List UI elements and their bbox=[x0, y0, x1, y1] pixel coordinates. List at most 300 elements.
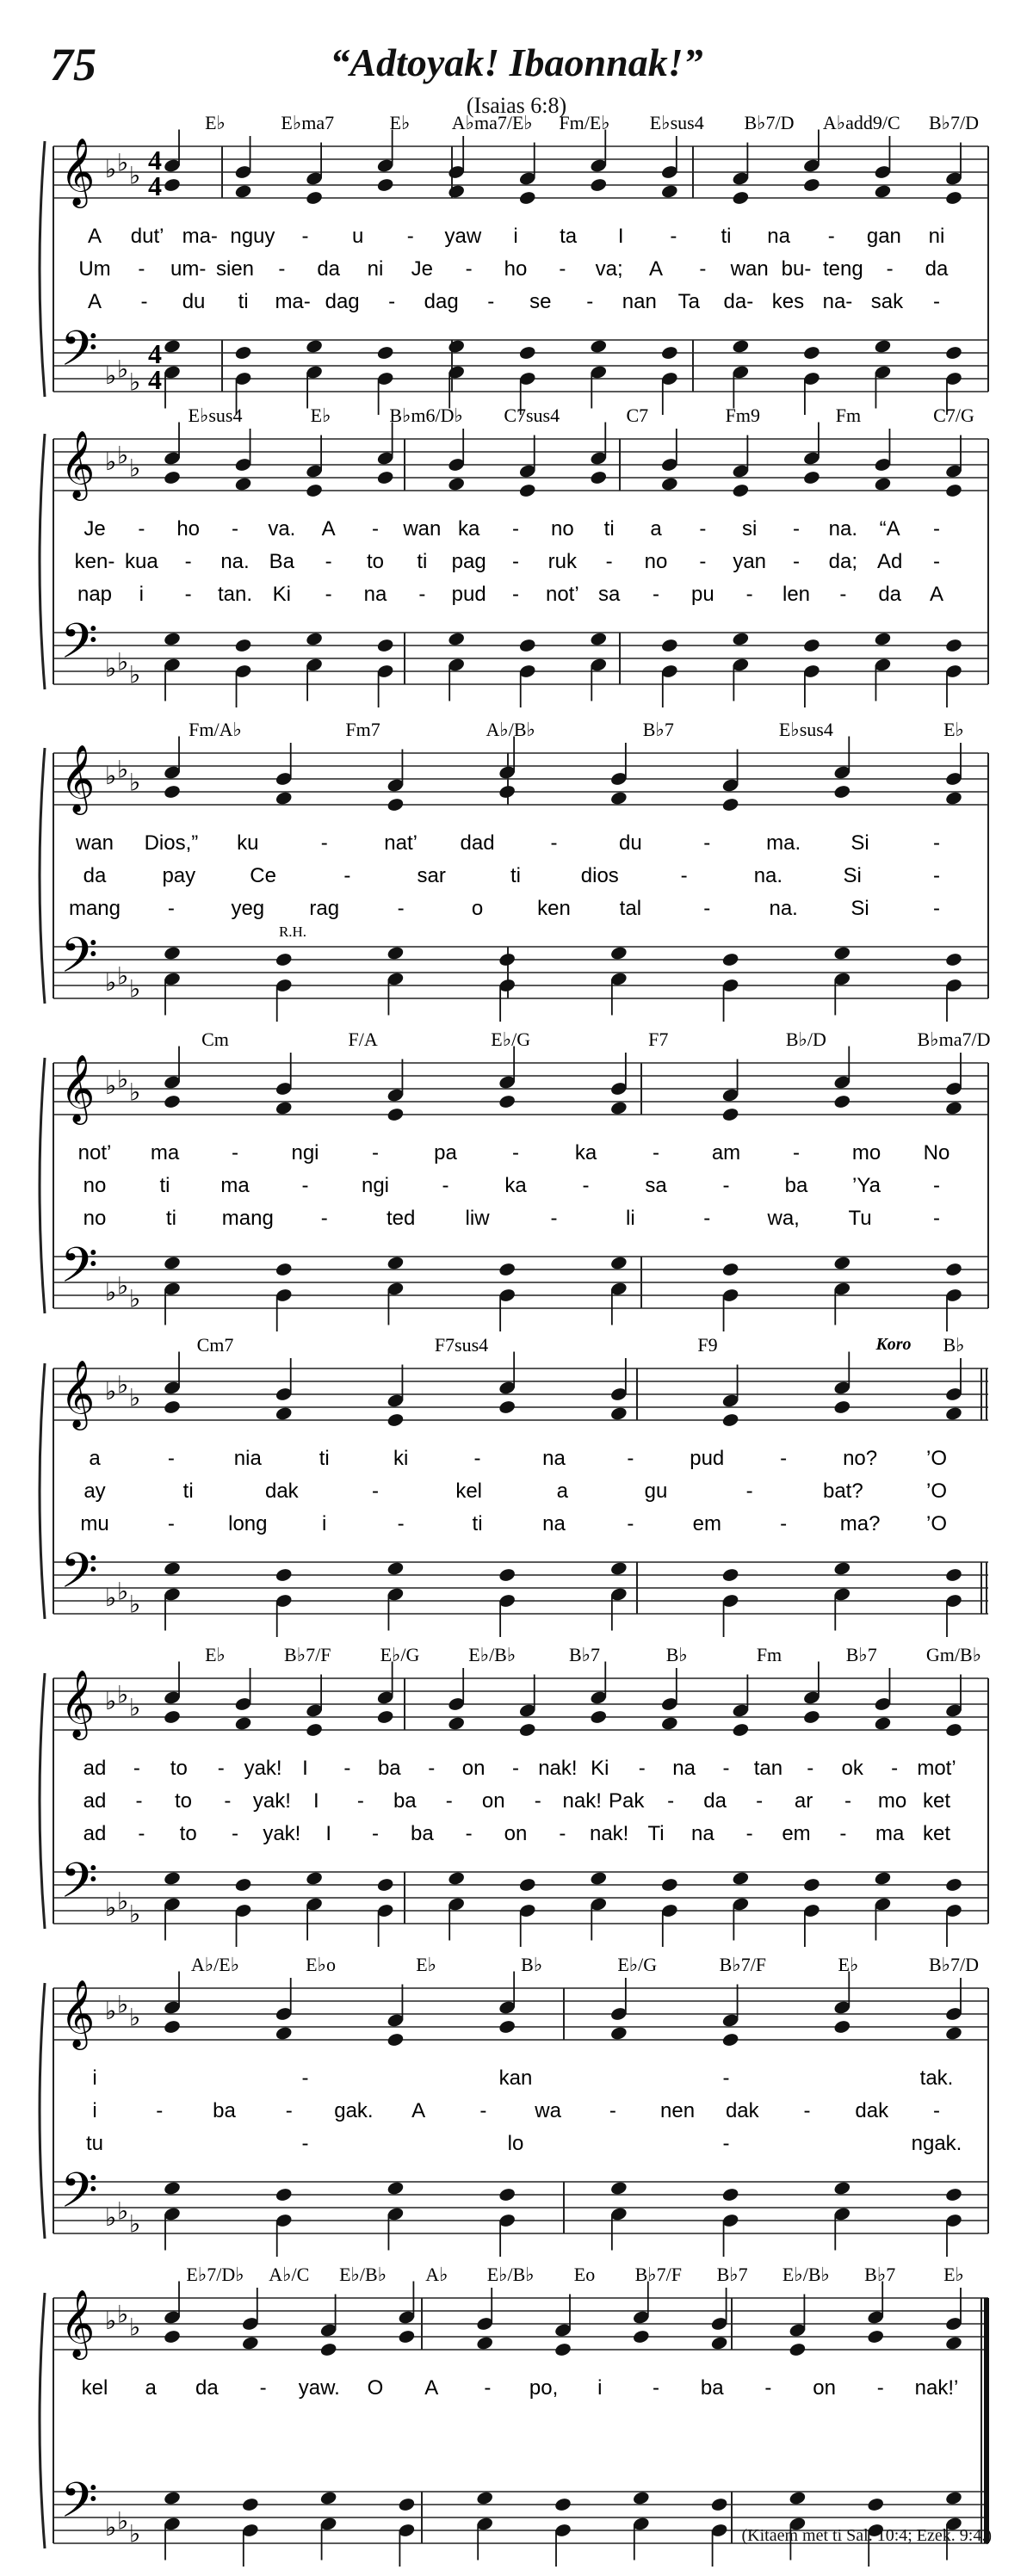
lyric-syllable: - bbox=[793, 1141, 800, 1164]
lyric-syllable: na bbox=[767, 225, 790, 248]
treble-note-head bbox=[275, 790, 293, 806]
bass-note-head bbox=[163, 945, 181, 961]
lyric-syllable: a bbox=[145, 2376, 157, 2400]
key-flat-icon: ♭ bbox=[105, 2203, 117, 2232]
lyric-syllable: du bbox=[619, 831, 642, 855]
treble-note-head bbox=[234, 183, 252, 199]
treble-note-head bbox=[498, 784, 516, 800]
lyric-syllable: to bbox=[366, 550, 385, 573]
lyric-syllable: i bbox=[597, 2376, 603, 2400]
lyric-syllable: mang bbox=[68, 897, 121, 920]
right-hand-annotation: R.H. bbox=[278, 924, 307, 940]
bass-clef-icon: 𝄢 bbox=[60, 928, 98, 996]
chord-symbol: A♭/E♭ bbox=[190, 1954, 240, 1975]
key-flat-icon: ♭ bbox=[105, 2513, 117, 2542]
lyric-syllable: Ki bbox=[591, 1757, 609, 1780]
bass-note-head bbox=[518, 345, 536, 361]
lyric-syllable: tal bbox=[619, 897, 642, 920]
bass-note-head bbox=[660, 345, 678, 361]
lyric-syllable: ho bbox=[504, 257, 528, 281]
bass-note-head bbox=[498, 2187, 516, 2202]
lyric-syllable: nan bbox=[622, 290, 657, 313]
lyric-syllable: a bbox=[556, 1480, 569, 1503]
treble-note-head bbox=[163, 784, 181, 800]
lyric-syllable: - bbox=[876, 2376, 884, 2400]
chord-symbol: Fm7 bbox=[345, 719, 380, 740]
lyric-syllable: ma bbox=[220, 1174, 250, 1197]
treble-note-head bbox=[305, 1722, 323, 1738]
lyric-syllable: - bbox=[487, 290, 495, 313]
bass-note-head bbox=[448, 1870, 466, 1886]
lyric-syllable: wan bbox=[730, 257, 769, 281]
key-flat-icon: ♭ bbox=[129, 454, 141, 483]
lyric-syllable: no bbox=[550, 517, 574, 541]
lyric-syllable: Si bbox=[851, 831, 869, 855]
lyric-syllable: no bbox=[83, 1174, 107, 1197]
chord-symbol: B♭m6/D♭ bbox=[389, 405, 463, 426]
lyric-syllable: tak. bbox=[919, 2066, 954, 2090]
lyric-syllable: - bbox=[278, 257, 286, 281]
lyric-syllable: - bbox=[484, 2376, 492, 2400]
chord-symbol: Fm9 bbox=[725, 405, 761, 426]
treble-note-head bbox=[376, 1709, 394, 1725]
lyric-syllable: - bbox=[534, 1789, 541, 1813]
lyric-syllable: ma bbox=[150, 1141, 180, 1164]
lyric-syllable: Je bbox=[84, 517, 106, 541]
bass-note-head bbox=[305, 631, 323, 646]
bass-note-head bbox=[609, 945, 628, 961]
lyric-syllable: tan. bbox=[217, 583, 253, 606]
chord-symbol: Cm bbox=[201, 1029, 229, 1050]
lyric-syllable: len bbox=[782, 583, 811, 606]
lyric-syllable: Dios,” bbox=[144, 831, 199, 855]
lyric-syllable: ay bbox=[84, 1480, 106, 1503]
bass-note-head bbox=[802, 345, 820, 361]
chord-symbol: B♭7 bbox=[568, 1644, 601, 1665]
lyric-syllable: - bbox=[703, 831, 711, 855]
lyric-syllable: na. bbox=[769, 897, 798, 920]
key-flat-icon: ♭ bbox=[105, 762, 117, 790]
bass-note-head bbox=[554, 2497, 572, 2512]
lyric-syllable: yak! bbox=[263, 1822, 301, 1845]
bass-note-head bbox=[944, 952, 962, 967]
chord-symbol: F7sus4 bbox=[434, 1334, 489, 1356]
key-flat-icon: ♭ bbox=[117, 1370, 129, 1399]
treble-note-head bbox=[448, 1715, 466, 1731]
lyric-syllable: nak! bbox=[538, 1757, 578, 1780]
lyric-syllable: Ce bbox=[250, 864, 276, 887]
treble-note-head bbox=[632, 2329, 650, 2344]
bass-note-head bbox=[833, 1255, 851, 1270]
key-flat-icon: ♭ bbox=[105, 2307, 117, 2335]
lyric-syllable: A bbox=[648, 257, 664, 281]
chord-symbol: E♭sus4 bbox=[188, 405, 243, 426]
treble-note-head bbox=[387, 1412, 405, 1428]
lyric-syllable: dak bbox=[264, 1480, 299, 1503]
bass-note-head bbox=[398, 2497, 416, 2512]
lyric-syllable: nen bbox=[660, 2099, 696, 2122]
treble-note-head bbox=[398, 2329, 416, 2344]
key-flat-icon: ♭ bbox=[129, 161, 141, 190]
chord-symbol: F/A bbox=[348, 1029, 378, 1050]
lyric-syllable: i bbox=[513, 225, 518, 248]
chord-symbol: Fm/A♭ bbox=[189, 719, 242, 740]
lyric-syllable: bat? bbox=[822, 1480, 863, 1503]
bass-note-head bbox=[387, 1255, 405, 1270]
lyric-syllable: yak! bbox=[244, 1757, 282, 1780]
bass-clef-icon: 𝄢 bbox=[60, 1853, 98, 1921]
treble-note-head bbox=[609, 2025, 628, 2041]
chord-symbol: B♭ bbox=[521, 1954, 543, 1975]
key-flat-icon: ♭ bbox=[129, 1078, 141, 1107]
treble-note-head bbox=[660, 183, 678, 199]
lyric-syllable: teng bbox=[822, 257, 863, 281]
treble-note-head bbox=[275, 1100, 293, 1115]
lyric-syllable: a bbox=[650, 517, 662, 541]
lyric-syllable: Pak bbox=[609, 1789, 645, 1813]
lyric-syllable: pud bbox=[690, 1447, 725, 1470]
bass-note-head bbox=[305, 338, 323, 354]
bass-note-head bbox=[833, 2180, 851, 2196]
treble-note-head bbox=[789, 2342, 807, 2357]
key-flat-icon: ♭ bbox=[105, 1072, 117, 1100]
treble-note-head bbox=[944, 483, 962, 498]
key-flat-icon: ♭ bbox=[129, 1284, 141, 1313]
lyric-syllable: ket bbox=[922, 1789, 951, 1813]
chord-symbol: Fm bbox=[756, 1644, 782, 1665]
treble-note-head bbox=[163, 1399, 181, 1415]
treble-note-head bbox=[163, 1094, 181, 1109]
chord-symbol: Fm/E♭ bbox=[559, 112, 610, 133]
lyric-syllable: - bbox=[184, 583, 192, 606]
lyric-syllable: to bbox=[179, 1822, 197, 1845]
lyric-syllable: - bbox=[933, 897, 940, 920]
lyric-syllable: em bbox=[782, 1822, 811, 1845]
lyric-syllable: to bbox=[170, 1757, 188, 1780]
lyric-syllable: - bbox=[780, 1447, 788, 1470]
lyric-syllable: on bbox=[813, 2376, 836, 2400]
treble-note-head bbox=[802, 177, 820, 193]
lyric-syllable: - bbox=[703, 897, 711, 920]
bass-note-head bbox=[732, 338, 750, 354]
lyric-syllable: wan bbox=[75, 831, 114, 855]
lyric-syllable: ku bbox=[237, 831, 259, 855]
lyric-syllable: da bbox=[878, 583, 902, 606]
key-flat-icon: ♭ bbox=[117, 755, 129, 784]
chord-symbol: E♭ bbox=[416, 1954, 437, 1975]
lyric-syllable: wan bbox=[403, 517, 442, 541]
lyric-syllable: ba bbox=[393, 1789, 417, 1813]
lyric-syllable: nak!’ bbox=[914, 2376, 959, 2400]
lyric-syllable: - bbox=[138, 517, 145, 541]
lyric-syllable: - bbox=[745, 583, 753, 606]
lyric-syllable: - bbox=[653, 583, 659, 606]
chord-symbol: E♭sus4 bbox=[649, 112, 704, 133]
key-flat-icon: ♭ bbox=[105, 1584, 117, 1612]
chord-symbol: E♭ bbox=[205, 1644, 226, 1665]
lyric-syllable: on bbox=[504, 1822, 528, 1845]
lyric-syllable: ka bbox=[504, 1174, 527, 1197]
lyric-syllable: sa bbox=[645, 1174, 667, 1197]
key-flat-icon: ♭ bbox=[129, 2209, 141, 2239]
lyric-syllable: no bbox=[644, 550, 668, 573]
key-flat-icon: ♭ bbox=[105, 1377, 117, 1405]
treble-note-head bbox=[275, 2025, 293, 2041]
lyric-syllable: - bbox=[325, 583, 332, 606]
lyric-syllable: - bbox=[699, 257, 707, 281]
key-flat-icon: ♭ bbox=[117, 2506, 129, 2536]
lyric-syllable: nat’ bbox=[384, 831, 418, 855]
lyric-syllable: i bbox=[92, 2066, 97, 2090]
treble-note-head bbox=[867, 2329, 885, 2344]
lyric-syllable: - bbox=[418, 583, 426, 606]
bass-note-head bbox=[234, 638, 252, 653]
bass-clef-icon: 𝄢 bbox=[60, 2163, 98, 2231]
lyric-syllable: sar bbox=[417, 864, 446, 887]
lyric-syllable: ken bbox=[537, 897, 571, 920]
treble-clef-icon: 𝄞 bbox=[60, 1360, 96, 1428]
bass-note-head bbox=[590, 631, 608, 646]
lyric-syllable: - bbox=[550, 1207, 558, 1230]
treble-note-head bbox=[721, 1107, 739, 1122]
lyric-syllable: - bbox=[232, 517, 238, 541]
lyric-syllable: - bbox=[653, 2376, 659, 2400]
lyric-syllable: ti bbox=[721, 225, 732, 248]
treble-note-head bbox=[241, 2335, 259, 2351]
treble-note-head bbox=[802, 470, 820, 485]
treble-note-head bbox=[732, 483, 750, 498]
treble-clef-icon: 𝄞 bbox=[60, 2289, 96, 2357]
chord-symbol: B♭ma7/D bbox=[917, 1029, 991, 1050]
treble-note-head bbox=[944, 1722, 962, 1738]
bass-note-head bbox=[944, 2490, 962, 2505]
key-flat-icon: ♭ bbox=[129, 2313, 141, 2342]
chord-symbol: E♭/B♭ bbox=[339, 2264, 387, 2285]
lyric-syllable: dag bbox=[325, 290, 360, 313]
treble-note-head bbox=[518, 190, 536, 206]
chord-symbol: E♭ bbox=[838, 1954, 859, 1975]
system-brace bbox=[40, 141, 45, 397]
key-flat-icon: ♭ bbox=[117, 441, 129, 470]
treble-note-head bbox=[732, 1722, 750, 1738]
key-flat-icon: ♭ bbox=[117, 148, 129, 177]
chord-symbol: F9 bbox=[697, 1334, 718, 1356]
chord-symbol: C7/G bbox=[933, 405, 974, 426]
lyric-syllable: ma. bbox=[766, 831, 801, 855]
key-flat-icon: ♭ bbox=[129, 1900, 141, 1929]
lyric-syllable: mu bbox=[80, 1512, 109, 1535]
treble-note-head bbox=[721, 2032, 739, 2048]
treble-note-head bbox=[163, 177, 181, 193]
lyric-syllable: pud bbox=[451, 583, 486, 606]
treble-note-head bbox=[590, 177, 608, 193]
lyric-syllable: dak bbox=[855, 2099, 889, 2122]
chord-symbol: Eo bbox=[573, 2264, 596, 2285]
bass-note-head bbox=[609, 1560, 628, 1576]
lyric-syllable: po, bbox=[529, 2376, 559, 2400]
lyric-syllable: ti bbox=[319, 1447, 330, 1470]
lyric-syllable: Ad bbox=[876, 550, 903, 573]
key-flat-icon: ♭ bbox=[117, 647, 129, 676]
bass-note-head bbox=[163, 1560, 181, 1576]
treble-note-head bbox=[660, 476, 678, 491]
lyric-syllable: - bbox=[217, 1757, 225, 1780]
treble-note-head bbox=[234, 1715, 252, 1731]
lyric-syllable: - bbox=[343, 864, 351, 887]
treble-clef-icon: 𝄞 bbox=[60, 1054, 96, 1122]
treble-note-head bbox=[163, 470, 181, 485]
lyric-syllable: - bbox=[301, 2132, 309, 2155]
lyric-syllable: - bbox=[301, 2066, 309, 2090]
lyric-syllable: yaw. bbox=[298, 2376, 340, 2400]
lyric-syllable: A bbox=[424, 2376, 439, 2400]
bass-note-head bbox=[944, 638, 962, 653]
lyric-syllable: rag bbox=[309, 897, 340, 920]
lyric-syllable: - bbox=[933, 517, 940, 541]
treble-note-head bbox=[387, 1107, 405, 1122]
lyric-syllable: O bbox=[367, 2376, 384, 2400]
lyric-syllable: pu bbox=[690, 583, 714, 606]
lyric-syllable: - bbox=[756, 1789, 764, 1813]
lyric-syllable: ba bbox=[377, 1757, 401, 1780]
treble-note-head bbox=[319, 2342, 337, 2357]
lyric-syllable: long bbox=[228, 1512, 268, 1535]
lyric-syllable: ti bbox=[510, 864, 521, 887]
lyric-syllable: - bbox=[167, 1512, 175, 1535]
treble-note-head bbox=[163, 2329, 181, 2344]
chord-symbol: A♭/B♭ bbox=[486, 719, 535, 740]
lyric-syllable: da bbox=[195, 2376, 219, 2400]
treble-note-head bbox=[609, 1100, 628, 1115]
lyric-syllable: ba bbox=[410, 1822, 434, 1845]
lyric-syllable: ket bbox=[922, 1822, 951, 1845]
lyric-syllable: - bbox=[388, 290, 396, 313]
bass-note-head bbox=[163, 2490, 181, 2505]
chord-symbol: B♭ bbox=[943, 1334, 965, 1356]
lyric-syllable: Si bbox=[843, 864, 862, 887]
treble-note-head bbox=[387, 2032, 405, 2048]
bass-note-head bbox=[632, 2490, 650, 2505]
treble-note-head bbox=[376, 470, 394, 485]
lyric-syllable: ma? bbox=[839, 1512, 881, 1535]
bass-note-head bbox=[732, 631, 750, 646]
chord-symbol: E♭o bbox=[306, 1954, 336, 1975]
lyric-syllable: ti bbox=[417, 550, 428, 573]
treble-note-head bbox=[387, 797, 405, 812]
lyric-syllable: - bbox=[839, 1822, 847, 1845]
lyric-syllable: am bbox=[711, 1141, 741, 1164]
lyric-syllable: ti bbox=[472, 1512, 483, 1535]
bass-note-head bbox=[163, 2180, 181, 2196]
time-signature-top: 4 bbox=[148, 338, 162, 369]
lyric-syllable: da bbox=[83, 864, 107, 887]
lyric-syllable: - bbox=[839, 583, 847, 606]
lyric-syllable: ni bbox=[367, 257, 384, 281]
system-brace bbox=[40, 1363, 45, 1619]
lyric-syllable: u bbox=[351, 225, 364, 248]
lyric-syllable: - bbox=[722, 1757, 730, 1780]
time-signature-top: 4 bbox=[148, 145, 162, 176]
lyric-syllable: nguy bbox=[230, 225, 275, 248]
lyric-syllable: liw bbox=[465, 1207, 490, 1230]
lyric-syllable: kua bbox=[124, 550, 158, 573]
lyric-syllable: ruk bbox=[547, 550, 578, 573]
treble-note-head bbox=[609, 790, 628, 806]
bass-note-head bbox=[802, 638, 820, 653]
lyric-syllable: pa bbox=[434, 1141, 457, 1164]
lyric-syllable: mot’ bbox=[917, 1757, 956, 1780]
bass-note-head bbox=[721, 1567, 739, 1583]
key-flat-icon: ♭ bbox=[129, 1383, 141, 1412]
lyric-syllable: ad bbox=[83, 1757, 107, 1780]
treble-note-head bbox=[802, 1709, 820, 1725]
treble-note-head bbox=[234, 476, 252, 491]
lyric-syllable: i bbox=[322, 1512, 327, 1535]
lyric-syllable: - bbox=[609, 2099, 616, 2122]
lyric-syllable: ’Ya bbox=[852, 1174, 881, 1197]
bass-note-head bbox=[319, 2490, 337, 2505]
chord-symbol: E♭/G bbox=[491, 1029, 531, 1050]
chord-symbol: A♭ma7/E♭ bbox=[451, 112, 533, 133]
lyric-syllable: Je bbox=[411, 257, 434, 281]
treble-note-head bbox=[874, 1715, 892, 1731]
key-flat-icon: ♭ bbox=[129, 2519, 141, 2548]
lyric-syllable: lo bbox=[507, 2132, 524, 2155]
lyric-syllable: nak! bbox=[589, 1822, 629, 1845]
lyric-syllable: - bbox=[465, 1822, 473, 1845]
lyric-syllable: dios bbox=[580, 864, 619, 887]
lyric-syllable: o bbox=[471, 897, 484, 920]
treble-note-head bbox=[590, 470, 608, 485]
chord-symbol: C7 bbox=[626, 405, 649, 426]
treble-clef-icon: 𝄞 bbox=[60, 1980, 96, 2048]
bass-note-head bbox=[944, 2187, 962, 2202]
lyric-syllable: a bbox=[89, 1447, 101, 1470]
key-flat-icon: ♭ bbox=[105, 1997, 117, 2025]
lyric-syllable: ar bbox=[794, 1789, 813, 1813]
key-flat-icon: ♭ bbox=[129, 1590, 141, 1619]
lyric-syllable: pag bbox=[451, 550, 486, 573]
system-brace bbox=[40, 748, 45, 1004]
lyric-syllable: ted bbox=[386, 1207, 416, 1230]
bass-note-head bbox=[833, 1560, 851, 1576]
bass-note-head bbox=[163, 338, 181, 354]
key-flat-icon: ♭ bbox=[117, 1887, 129, 1916]
lyric-syllable: ’O bbox=[926, 1512, 947, 1535]
chord-symbol: Cm7 bbox=[196, 1334, 234, 1356]
lyric-syllable: ti bbox=[182, 1480, 194, 1503]
lyric-syllable: yak! bbox=[252, 1789, 291, 1813]
lyric-syllable: - bbox=[933, 550, 940, 573]
lyric-syllable: ti bbox=[159, 1174, 170, 1197]
lyric-syllable: - bbox=[445, 1789, 453, 1813]
lyric-syllable: - bbox=[135, 1789, 143, 1813]
lyric-syllable: - bbox=[320, 831, 328, 855]
lyric-syllable: ngak. bbox=[911, 2132, 962, 2155]
bass-note-head bbox=[944, 1567, 962, 1583]
key-flat-icon: ♭ bbox=[117, 2300, 129, 2329]
lyric-syllable: da bbox=[925, 257, 949, 281]
chord-symbol: E♭/B♭ bbox=[782, 2264, 830, 2285]
lyric-syllable: Um bbox=[78, 257, 111, 281]
bass-clef-icon: 𝄢 bbox=[60, 2473, 98, 2541]
lyric-syllable: - bbox=[167, 1447, 175, 1470]
lyric-syllable: I bbox=[302, 1757, 308, 1780]
chord-symbol: E♭/G bbox=[617, 1954, 658, 1975]
chord-symbol: E♭ bbox=[205, 112, 226, 133]
bass-note-head bbox=[448, 631, 466, 646]
lyric-syllable: - bbox=[722, 2132, 730, 2155]
